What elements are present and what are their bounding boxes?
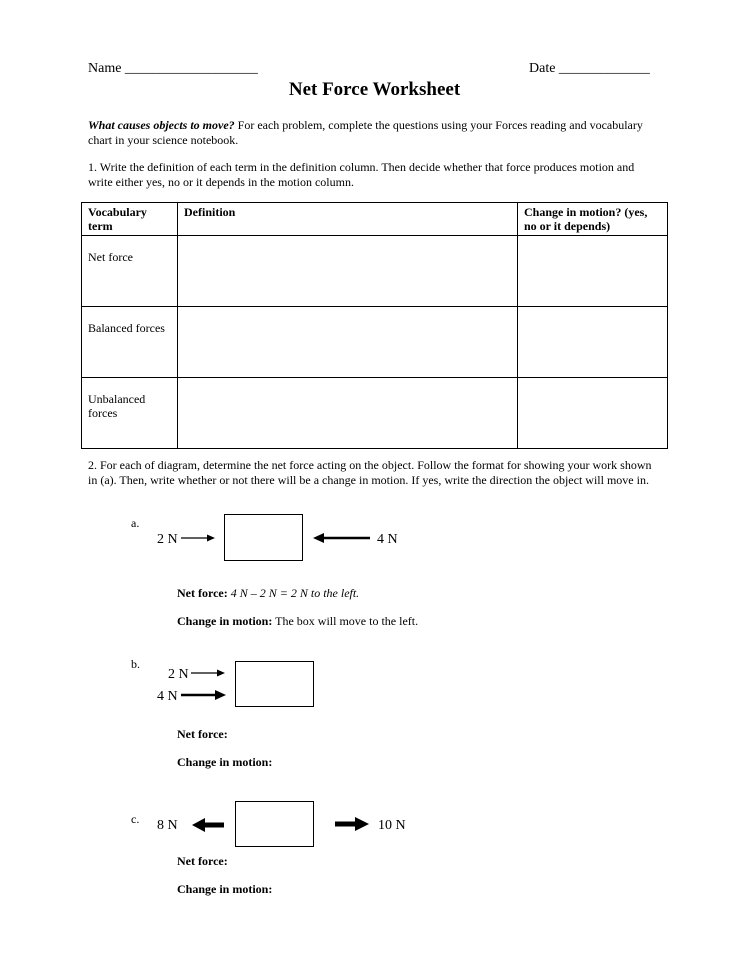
definition-cell[interactable] (178, 307, 518, 378)
right-arrow-icon (335, 816, 369, 832)
right-arrow-icon (181, 689, 226, 701)
problem-a-change-in-motion (177, 614, 418, 629)
problem-b-label: b. (131, 657, 140, 671)
net-force-label: Net force: (177, 586, 228, 600)
intro-text: For each problem, complete the questions using your Forces reading and vocabulary chart in your science notebook. (88, 118, 643, 147)
table-row (82, 307, 668, 378)
problem-c-net-force-label: Net force: (177, 854, 228, 868)
term-cell: Net force (82, 236, 178, 307)
date-field-label: Date _____________ (529, 61, 650, 76)
problem-c-force-right: 10 N (378, 818, 406, 833)
intro-question: What causes objects to move? (88, 118, 235, 132)
problem-c-label: c. (131, 812, 140, 826)
right-arrow-icon (181, 533, 215, 543)
table-header-row (82, 203, 668, 236)
problem-a-label: a. (131, 516, 140, 530)
definition-cell[interactable] (178, 378, 518, 449)
left-arrow-icon (313, 532, 370, 544)
page-title: Net Force Worksheet (288, 79, 461, 100)
vocabulary-table (81, 202, 668, 449)
table-row (82, 378, 668, 449)
question-2-text: 2. For each of diagram, determine the net force acting on the object. Follow the format for showing your work shown in (a). Then, write whether or not there will be a change in motion. If yes, write the direction the object will move in. (88, 458, 652, 487)
question-1-text: 1. Write the definition of each term in the definition column. Then decide whether that force produces motion and write either yes, no or it depends in the motion column. (88, 160, 635, 189)
change-in-motion-label: Change in motion: (177, 614, 273, 628)
problem-a-force-left: 2 N (157, 532, 178, 547)
net-force-answer: 4 N – 2 N = 2 N to the left. (227, 586, 360, 600)
name-field-label: Name ___________________ (88, 61, 258, 76)
problem-b-net-force-label: Net force: (177, 727, 228, 741)
change-in-motion-answer: The box will move to the left. (272, 614, 419, 628)
problem-b-box (235, 661, 314, 707)
motion-cell[interactable] (518, 307, 668, 378)
right-arrow-icon (191, 668, 225, 678)
term-cell: Unbalanced forces (82, 378, 178, 449)
term-cell: Balanced forces (82, 307, 178, 378)
problem-a-box (224, 514, 303, 561)
definition-cell[interactable] (178, 236, 518, 307)
problem-a-force-right: 4 N (377, 532, 398, 547)
header-change-in-motion: Change in motion? (yes, no or it depends) (518, 203, 668, 236)
intro-paragraph (88, 118, 658, 147)
problem-c-change-in-motion-label: Change in motion: (177, 882, 273, 896)
left-arrow-icon (192, 817, 224, 833)
motion-cell[interactable] (518, 236, 668, 307)
problem-c-force-left: 8 N (157, 818, 178, 833)
header-definition: Definition (178, 203, 518, 236)
problem-a-net-force (177, 586, 359, 601)
problem-c-box (235, 801, 314, 847)
problem-b-force-top: 2 N (168, 667, 189, 682)
problem-b-force-bottom: 4 N (157, 689, 178, 704)
motion-cell[interactable] (518, 378, 668, 449)
problem-b-change-in-motion-label: Change in motion: (177, 755, 273, 769)
table-row (82, 236, 668, 307)
header-vocabulary-term: Vocabulary term (82, 203, 178, 236)
